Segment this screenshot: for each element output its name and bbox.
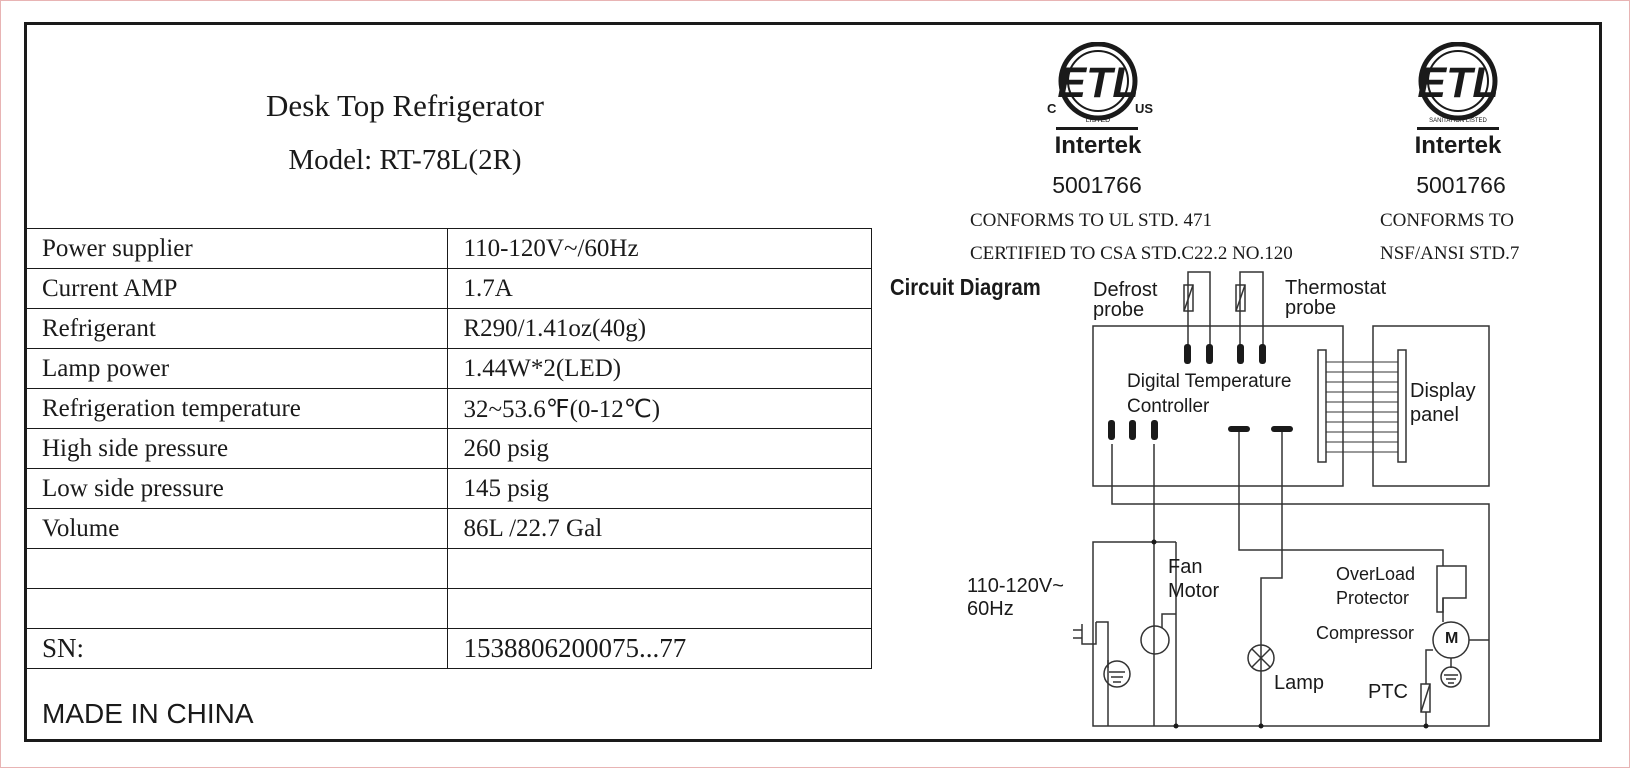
supply-frequency-label: 60Hz [967, 598, 1014, 620]
etl-listed-mark: LISTED [1085, 117, 1111, 124]
ul-conformity-text: CONFORMS TO UL STD. 471 [970, 210, 1212, 231]
spec-value: 260 psig [447, 429, 872, 469]
spec-value: 86L /22.7 Gal [447, 509, 872, 549]
made-in-label: MADE IN CHINA [42, 698, 254, 729]
spec-value: 1.44W*2(LED) [447, 349, 872, 389]
intertek-brand: Intertek [1054, 132, 1142, 159]
circuit-diagram-title: Circuit Diagram [890, 274, 1041, 300]
controller-label-2: Controller [1127, 396, 1210, 417]
compressor-label: Compressor [1316, 623, 1415, 643]
spec-label: Volume [26, 509, 447, 549]
nsf-standard-text: NSF/ANSI STD.7 [1380, 243, 1520, 264]
fan-motor-symbol [1141, 626, 1169, 654]
etl-sanitation-logo-text: ETL [1417, 59, 1499, 107]
controller-pin [1184, 344, 1191, 364]
spec-label: Refrigeration temperature [26, 389, 447, 429]
product-model: Model: RT-78L(2R) [288, 144, 522, 176]
supply-voltage-label: 110-120V~ [967, 575, 1064, 597]
csa-certification-text: CERTIFIED TO CSA STD.C22.2 NO.120 [970, 243, 1293, 264]
fan-motor-label: Fan [1168, 556, 1203, 578]
thermostat-probe-label: Thermostat [1285, 277, 1387, 299]
spec-value: 110-120V~/60Hz [447, 229, 872, 269]
spec-value: R290/1.41oz(40g) [447, 309, 872, 349]
nsf-conformity-text: CONFORMS TO [1380, 210, 1514, 231]
spec-label: Current AMP [26, 269, 447, 309]
controller-pin [1151, 420, 1158, 440]
ptc-label: PTC [1368, 681, 1408, 703]
controller-label: Digital Temperature [1127, 371, 1292, 392]
sanitation-listed-mark: SANITATION LISTED [1429, 118, 1487, 124]
controller-pin [1129, 420, 1136, 440]
controller-pin [1271, 426, 1293, 432]
controller-pin [1259, 344, 1266, 364]
etl-us-mark: US [1135, 101, 1154, 116]
spec-label: Low side pressure [26, 469, 447, 509]
etl-sanitation-number: 5001766 [1416, 172, 1506, 198]
etl-listed-number: 5001766 [1052, 172, 1142, 198]
spec-value: 145 psig [447, 469, 872, 509]
spec-value: 32~53.6℉(0-12℃) [447, 389, 872, 429]
spec-label: Refrigerant [26, 309, 447, 349]
intertek-brand-2: Intertek [1414, 132, 1502, 159]
display-panel-label-2: panel [1410, 404, 1459, 426]
spec-label: Power supplier [26, 229, 447, 269]
etl-c-mark: C [1047, 101, 1057, 116]
motor-m-symbol: M [1445, 630, 1459, 647]
controller-pin [1237, 344, 1244, 364]
display-panel-label: Display [1410, 380, 1476, 402]
lamp-label: Lamp [1274, 672, 1325, 694]
controller-pin [1206, 344, 1213, 364]
fan-motor-label-2: Motor [1168, 580, 1220, 602]
spec-value: 1.7A [447, 269, 872, 309]
overload-protector-label-2: Protector [1336, 588, 1410, 608]
defrost-probe-label: Defrost [1093, 279, 1158, 301]
controller-pin [1228, 426, 1250, 432]
controller-pin [1108, 420, 1115, 440]
overload-protector-label: OverLoad [1336, 564, 1416, 584]
etl-logo-text: ETL [1057, 59, 1139, 107]
defrost-probe-label-2: probe [1093, 299, 1145, 321]
spec-label: High side pressure [26, 429, 447, 469]
thermostat-probe-label-2: probe [1285, 297, 1337, 319]
spec-label: SN: [26, 629, 447, 669]
spec-value: 1538806200075...77 [447, 629, 872, 669]
product-title: Desk Top Refrigerator [266, 88, 544, 123]
spec-label: Lamp power [26, 349, 447, 389]
